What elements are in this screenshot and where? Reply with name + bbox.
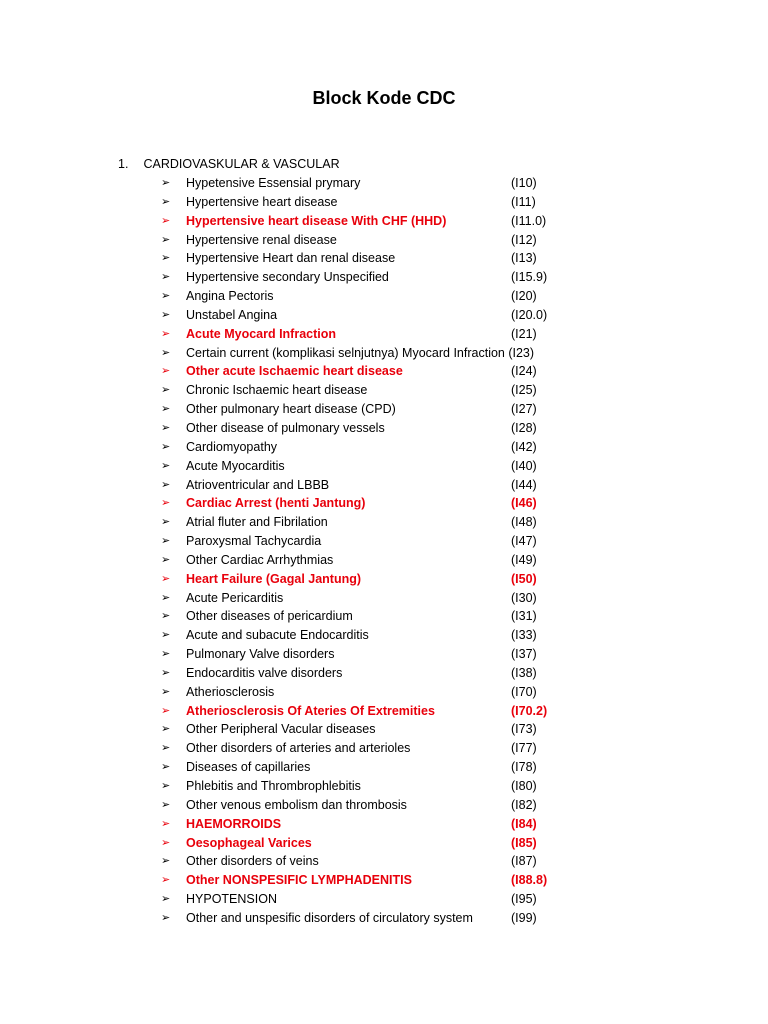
list-item bbox=[0, 796, 768, 815]
diagnosis-label: Other disorders of veins bbox=[186, 854, 319, 869]
list-item bbox=[0, 909, 768, 928]
diagnosis-code: (I12) bbox=[511, 232, 537, 247]
arrowhead-bullet-icon: ➢ bbox=[161, 723, 171, 736]
diagnosis-label: HYPOTENSION bbox=[186, 892, 277, 907]
arrowhead-bullet-icon: ➢ bbox=[161, 761, 171, 774]
diagnosis-label: Angina Pectoris bbox=[186, 289, 274, 304]
diagnosis-code: (I30) bbox=[511, 590, 537, 605]
diagnosis-label: Atheriosclerosis Of Ateries Of Extremities bbox=[186, 703, 435, 718]
arrowhead-bullet-icon: ➢ bbox=[161, 742, 171, 755]
diagnosis-code: (I44) bbox=[511, 477, 537, 492]
diagnosis-code: (I37) bbox=[511, 647, 537, 662]
diagnosis-label: Other Cardiac Arrhythmias bbox=[186, 552, 334, 567]
list-item bbox=[0, 306, 768, 325]
arrowhead-bullet-icon: ➢ bbox=[161, 177, 171, 189]
diagnosis-label: Other disorders of arteries and arterioles bbox=[186, 741, 411, 756]
list-item bbox=[0, 287, 768, 306]
diagnosis-code: (I47) bbox=[511, 534, 537, 549]
diagnosis-label: Other pulmonary heart disease (CPD) bbox=[186, 402, 396, 417]
arrowhead-bullet-icon: ➢ bbox=[161, 308, 171, 321]
list-item bbox=[0, 174, 768, 193]
diagnosis-code: (I13) bbox=[511, 251, 537, 266]
list-item bbox=[0, 739, 768, 758]
diagnosis-code: (I31) bbox=[511, 609, 537, 624]
arrowhead-bullet-icon: ➢ bbox=[161, 233, 171, 246]
diagnosis-code: (I78) bbox=[511, 760, 537, 775]
diagnosis-label: Heart Failure (Gagal Jantung) bbox=[186, 571, 362, 586]
arrowhead-bullet-icon: ➢ bbox=[161, 629, 171, 642]
arrowhead-bullet-icon: ➢ bbox=[161, 497, 171, 510]
diagnosis-code: (I11) bbox=[511, 194, 536, 209]
list-item bbox=[0, 193, 768, 212]
diagnosis-label: Acute Myocarditis bbox=[186, 458, 285, 473]
diagnosis-label: Oesophageal Varices bbox=[186, 835, 312, 850]
arrowhead-bullet-icon: ➢ bbox=[161, 610, 171, 623]
diagnosis-label: Acute and subacute Endocarditis bbox=[186, 628, 369, 643]
section-number: 1. bbox=[118, 157, 129, 171]
diagnosis-code: (I20) bbox=[511, 289, 537, 304]
diagnosis-code: (I15.9) bbox=[511, 270, 548, 285]
diagnosis-label: Hypertensive heart disease With CHF (HHD) bbox=[186, 213, 447, 228]
arrowhead-bullet-icon: ➢ bbox=[161, 836, 171, 849]
diagnosis-code: (I49) bbox=[511, 552, 537, 567]
diagnosis-label: Other Peripheral Vacular diseases bbox=[186, 722, 376, 737]
arrowhead-bullet-icon: ➢ bbox=[161, 704, 171, 717]
diagnosis-label: Atrioventricular and LBBB bbox=[186, 477, 330, 492]
diagnosis-code: (I48) bbox=[511, 515, 537, 530]
diagnosis-code: (I77) bbox=[511, 741, 537, 756]
list-item bbox=[0, 231, 768, 250]
arrowhead-bullet-icon: ➢ bbox=[161, 271, 171, 284]
diagnosis-code: (I70) bbox=[511, 684, 537, 699]
diagnosis-code: (I25) bbox=[511, 383, 537, 398]
list-item bbox=[0, 457, 768, 476]
list-item bbox=[0, 607, 768, 626]
diagnosis-code: (I87) bbox=[511, 854, 537, 869]
diagnosis-code: (I10) bbox=[511, 176, 537, 190]
diagnosis-code: (I82) bbox=[511, 797, 537, 812]
diagnosis-label: Certain current (komplikasi selnjutnya) Myocard Infraction (I23) bbox=[186, 345, 535, 360]
diagnosis-label: Cardiac Arrest (henti Jantung) bbox=[186, 496, 366, 511]
arrowhead-bullet-icon: ➢ bbox=[161, 911, 171, 924]
arrowhead-bullet-icon: ➢ bbox=[161, 874, 171, 887]
diagnosis-code: (I38) bbox=[511, 665, 537, 680]
diagnosis-label: Chronic Ischaemic heart disease bbox=[186, 383, 368, 398]
diagnosis-label: Other NONSPESIFIC LYMPHADENITIS bbox=[186, 873, 412, 888]
list-item bbox=[0, 476, 768, 495]
diagnosis-label: Other disease of pulmonary vessels bbox=[186, 420, 385, 435]
diagnosis-code: (I73) bbox=[511, 722, 537, 737]
list-item bbox=[0, 852, 768, 871]
arrowhead-bullet-icon: ➢ bbox=[161, 214, 171, 227]
arrowhead-bullet-icon: ➢ bbox=[161, 893, 171, 906]
diagnosis-label: Hypetensive Essensial prymary bbox=[186, 176, 361, 190]
diagnosis-code: (I95) bbox=[511, 892, 537, 907]
diagnosis-code: (I99) bbox=[511, 910, 537, 925]
list-item bbox=[0, 249, 768, 268]
arrowhead-bullet-icon: ➢ bbox=[161, 780, 171, 792]
diagnosis-code: (I70.2) bbox=[511, 703, 548, 718]
arrowhead-bullet-icon: ➢ bbox=[161, 365, 171, 378]
list-item bbox=[0, 570, 768, 589]
diagnosis-label: Other and unspesific disorders of circulatory system bbox=[186, 910, 473, 925]
list-item bbox=[0, 589, 768, 608]
diagnosis-code: (I11.0) bbox=[511, 213, 547, 228]
list-item bbox=[0, 532, 768, 551]
diagnosis-label: Endocarditis valve disorders bbox=[186, 665, 343, 680]
arrowhead-bullet-icon: ➢ bbox=[161, 327, 171, 340]
list-item bbox=[0, 551, 768, 570]
diagnosis-label: Acute Pericarditis bbox=[186, 590, 284, 605]
diagnosis-label: Hypertensive renal disease bbox=[186, 232, 337, 247]
diagnosis-code: (I84) bbox=[511, 816, 537, 831]
arrowhead-bullet-icon: ➢ bbox=[161, 290, 171, 303]
diagnosis-label: Hypertensive heart disease bbox=[186, 194, 338, 209]
section-heading bbox=[118, 157, 340, 171]
list-item bbox=[0, 325, 768, 344]
list-item bbox=[0, 381, 768, 400]
diagnosis-code: (I33) bbox=[511, 628, 537, 643]
diagnosis-label: Diseases of capillaries bbox=[186, 760, 311, 775]
list-item bbox=[0, 513, 768, 532]
diagnosis-code: (I20.0) bbox=[511, 307, 548, 322]
diagnosis-label: Unstabel Angina bbox=[186, 307, 278, 322]
diagnosis-code: (I85) bbox=[511, 835, 537, 850]
diagnosis-code: (I40) bbox=[511, 458, 537, 473]
document-title: Block Kode CDC bbox=[312, 88, 456, 108]
arrowhead-bullet-icon: ➢ bbox=[161, 666, 171, 679]
arrowhead-bullet-icon: ➢ bbox=[161, 817, 171, 830]
list-item bbox=[0, 362, 768, 381]
arrowhead-bullet-icon: ➢ bbox=[161, 685, 171, 698]
arrowhead-bullet-icon: ➢ bbox=[161, 516, 171, 529]
list-item bbox=[0, 702, 768, 721]
code-list bbox=[0, 174, 768, 928]
diagnosis-code: (I46) bbox=[511, 496, 537, 511]
arrowhead-bullet-icon: ➢ bbox=[161, 421, 171, 434]
arrowhead-bullet-icon: ➢ bbox=[161, 252, 171, 265]
diagnosis-label: Paroxysmal Tachycardia bbox=[186, 534, 322, 549]
list-item bbox=[0, 834, 768, 853]
arrowhead-bullet-icon: ➢ bbox=[161, 572, 171, 585]
list-item bbox=[0, 212, 768, 231]
list-item bbox=[0, 890, 768, 909]
arrowhead-bullet-icon: ➢ bbox=[161, 478, 171, 491]
list-item bbox=[0, 419, 768, 438]
diagnosis-label: Atrial fluter and Fibrilation bbox=[186, 515, 328, 530]
section-heading-text: CARDIOVASKULAR & VASCULAR bbox=[143, 157, 340, 171]
diagnosis-label: Other venous embolism dan thrombosis bbox=[186, 797, 407, 812]
diagnosis-code: (I24) bbox=[511, 364, 537, 379]
list-item bbox=[0, 494, 768, 513]
list-item bbox=[0, 400, 768, 419]
diagnosis-label: Phlebitis and Thrombrophlebitis bbox=[186, 779, 361, 793]
arrowhead-bullet-icon: ➢ bbox=[161, 459, 171, 472]
arrowhead-bullet-icon: ➢ bbox=[161, 384, 171, 397]
list-item bbox=[0, 268, 768, 287]
diagnosis-label: Hypertensive Heart dan renal disease bbox=[186, 251, 396, 266]
list-item bbox=[0, 777, 768, 796]
list-item bbox=[0, 626, 768, 645]
list-item bbox=[0, 344, 768, 363]
arrowhead-bullet-icon: ➢ bbox=[161, 591, 171, 604]
diagnosis-label: Other diseases of pericardium bbox=[186, 609, 353, 624]
arrowhead-bullet-icon: ➢ bbox=[161, 346, 171, 359]
arrowhead-bullet-icon: ➢ bbox=[161, 798, 171, 811]
arrowhead-bullet-icon: ➢ bbox=[161, 535, 171, 548]
list-item bbox=[0, 758, 768, 777]
diagnosis-code: (I21) bbox=[511, 326, 537, 341]
arrowhead-bullet-icon: ➢ bbox=[161, 648, 171, 661]
arrowhead-bullet-icon: ➢ bbox=[161, 403, 171, 416]
arrowhead-bullet-icon: ➢ bbox=[161, 553, 171, 566]
diagnosis-code: (I80) bbox=[511, 779, 537, 793]
list-item bbox=[0, 871, 768, 890]
diagnosis-label: Hypertensive secondary Unspecified bbox=[186, 270, 389, 285]
diagnosis-label: Cardiomyopathy bbox=[186, 439, 278, 454]
list-item bbox=[0, 815, 768, 834]
diagnosis-code: (I27) bbox=[511, 402, 537, 417]
list-item bbox=[0, 645, 768, 664]
diagnosis-label: Atheriosclerosis bbox=[186, 684, 275, 699]
list-item bbox=[0, 664, 768, 683]
diagnosis-code: (I50) bbox=[511, 571, 537, 586]
diagnosis-code: (I42) bbox=[511, 439, 537, 454]
diagnosis-code: (I28) bbox=[511, 420, 537, 435]
diagnosis-label: Other acute Ischaemic heart disease bbox=[186, 364, 403, 379]
arrowhead-bullet-icon: ➢ bbox=[161, 855, 171, 868]
list-item bbox=[0, 438, 768, 457]
list-item bbox=[0, 720, 768, 739]
diagnosis-label: Acute Myocard Infraction bbox=[186, 326, 337, 341]
diagnosis-label: Pulmonary Valve disorders bbox=[186, 647, 335, 662]
arrowhead-bullet-icon: ➢ bbox=[161, 195, 171, 208]
arrowhead-bullet-icon: ➢ bbox=[161, 440, 171, 453]
diagnosis-code: (I88.8) bbox=[511, 873, 548, 888]
diagnosis-label: HAEMORROIDS bbox=[186, 816, 282, 831]
list-item bbox=[0, 683, 768, 702]
